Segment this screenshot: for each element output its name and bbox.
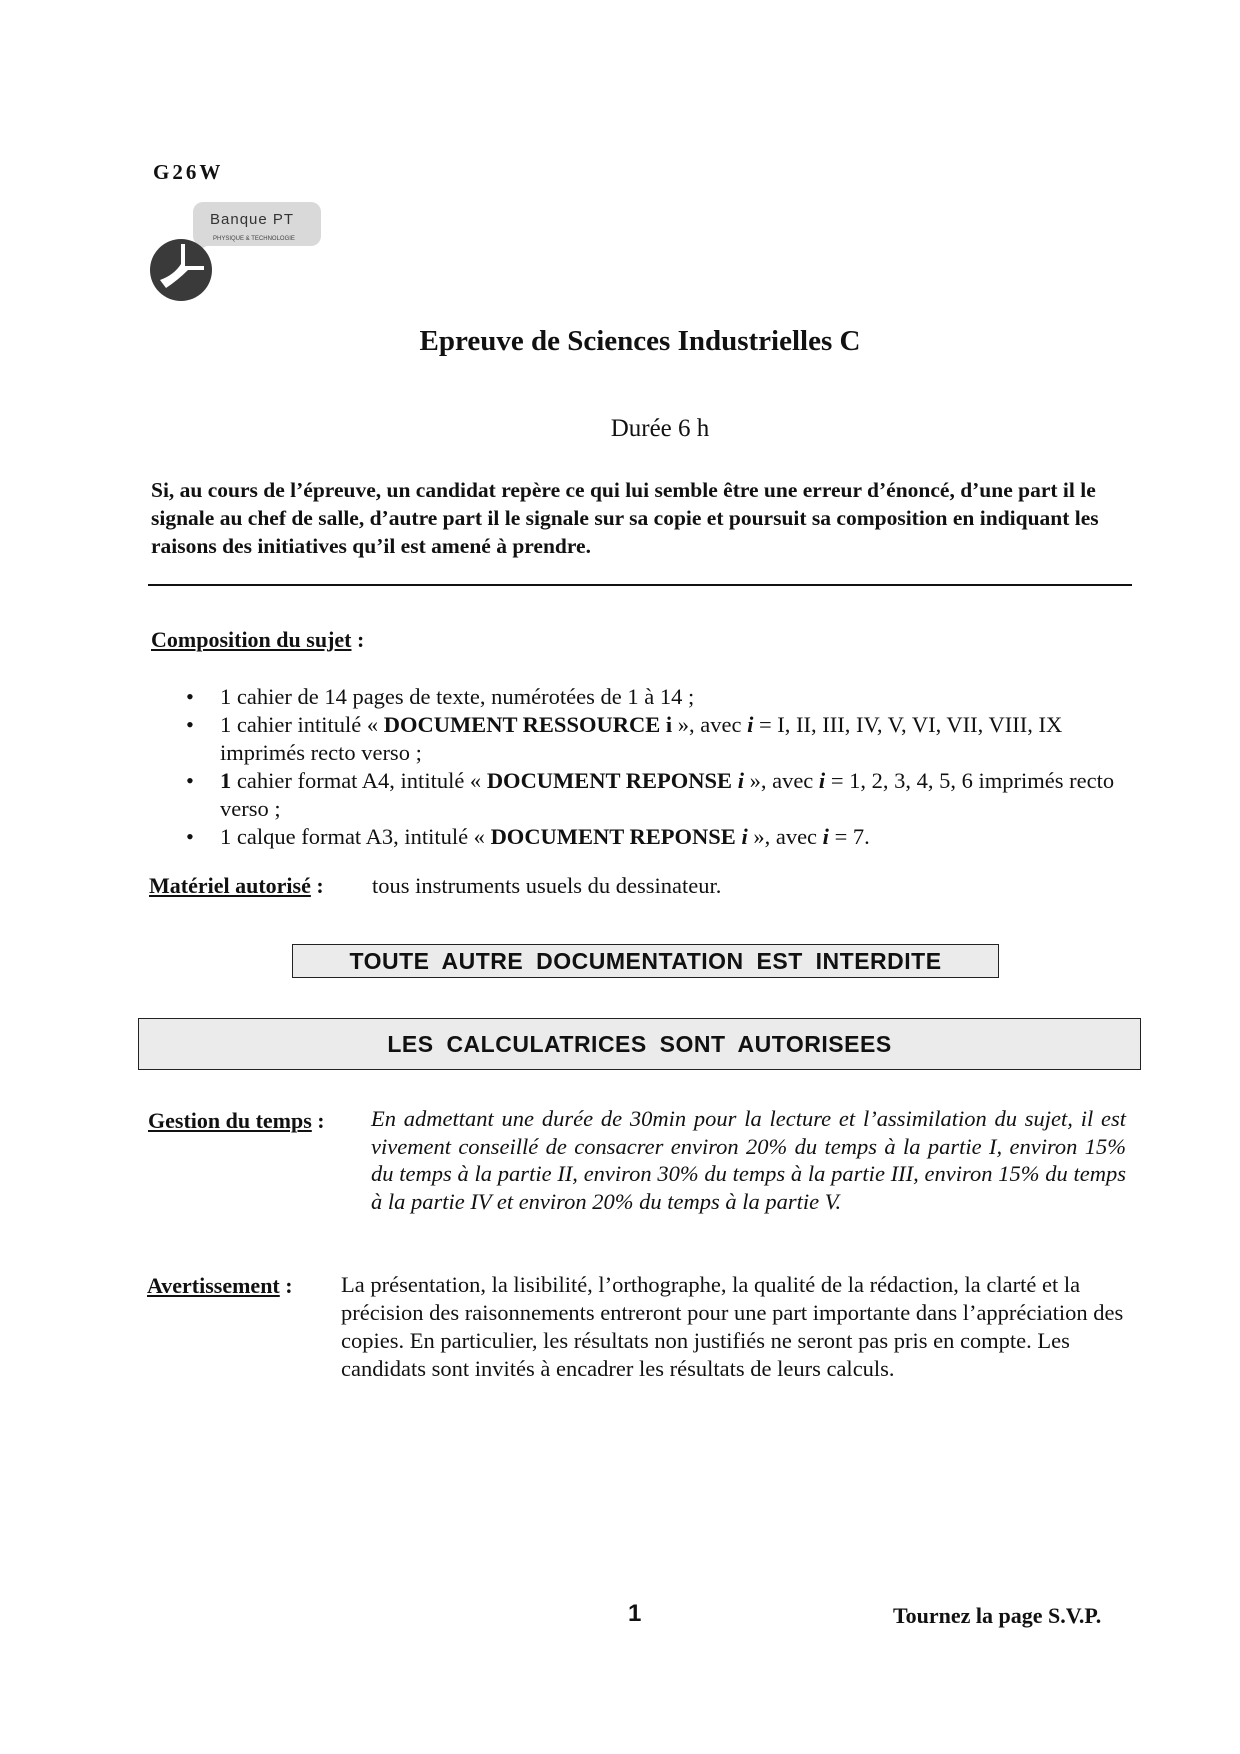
- banque-pt-logo: [148, 200, 323, 305]
- item-text: cahier de 14 pages de texte, numérotées de 1 à 14 ;: [231, 684, 695, 709]
- turn-page-note: Tournez la page S.V.P.: [893, 1603, 1102, 1628]
- gestion-heading: [148, 1108, 325, 1134]
- item-strong-italic: i: [737, 768, 744, 793]
- list-item: [186, 683, 1136, 711]
- item-var: i: [822, 824, 829, 849]
- calculatrices-notice-box: [138, 1018, 1141, 1070]
- gestion-label: Gestion du temps: [148, 1108, 312, 1133]
- documentation-notice: TOUTE AUTRE DOCUMENTATION EST INTERDITE: [349, 948, 942, 974]
- calculatrices-notice: LES CALCULATRICES SONT AUTORISEES: [387, 1031, 892, 1057]
- exam-code: G26W: [153, 160, 224, 184]
- materiel-colon: :: [310, 873, 324, 898]
- item-tail: = 7.: [828, 824, 870, 849]
- list-item: [186, 711, 1136, 767]
- page-title: Epreuve de Sciences Industrielles C: [419, 325, 861, 357]
- avertissement-label: Avertissement: [147, 1273, 280, 1298]
- divider: [148, 584, 1132, 586]
- list-item: [186, 823, 1136, 851]
- item-var: i: [818, 768, 826, 793]
- item-strong: DOCUMENT REPONSE: [490, 824, 742, 849]
- logo-tagline: PHYSIQUE & TECHNOLOGIE: [213, 236, 295, 242]
- item-lead: 1: [220, 768, 232, 793]
- materiel-heading: [149, 873, 324, 899]
- gestion-text: En admettant une durée de 30min pour la lecture et l’assimilation du sujet, il est vivement conseillé de consacrer environ 20% du temps à la partie I, environ 15% du temps à la partie II, environ 30% du temps à la partie III, environ 15% du temps à la partie IV et environ 20% du temps à la partie V.: [371, 1106, 1126, 1214]
- item-strong: DOCUMENT REPONSE: [486, 768, 738, 793]
- item-pre: calque format A3, intitulé «: [231, 824, 491, 849]
- item-strong: DOCUMENT RESSOURCE i: [383, 712, 673, 737]
- avertissement-text: La présentation, la lisibilité, l’orthographe, la qualité de la rédaction, la clarté et la précision des raisonnements entreront pour une part importante dans l’appréciation des copies. En particulier, les résultats non justifiés ne seront pas pris en compte. Les candidats sont invités à encadrer les résultats de leurs calculs.: [341, 1272, 1124, 1381]
- item-tail: = 1, 2, 3, 4, 5, 6 imprimés recto verso ;: [220, 768, 1115, 821]
- item-post: », avec: [672, 712, 748, 737]
- item-tail: = I, II, III, IV, V, VI, VII, VIII, IX imprimés recto verso ;: [220, 712, 1063, 765]
- logo-graphic: [148, 200, 323, 305]
- item-lead: 1: [220, 712, 232, 737]
- item-strong-italic: i: [741, 824, 748, 849]
- item-post: », avec: [743, 768, 819, 793]
- item-lead: 1: [220, 824, 232, 849]
- exam-duration: Durée 6 h: [610, 415, 710, 442]
- bullet-icon: •: [186, 712, 194, 737]
- bullet-icon: •: [186, 768, 194, 793]
- item-pre: cahier intitulé «: [231, 712, 384, 737]
- materiel-label: Matériel autorisé: [149, 873, 311, 898]
- bullet-icon: •: [186, 824, 194, 849]
- materiel-value: tous instruments usuels du dessinateur.: [372, 873, 722, 898]
- intro-paragraph: Si, au cours de l’épreuve, un candidat repère ce qui lui semble être une erreur d’énoncé, d’une part il le signale au chef de salle, d’autre part il le signale sur sa copie et poursuit sa composition en indiquant les raisons des initiatives qu’il est amené à prendre.: [151, 478, 1099, 558]
- composition-label: Composition du sujet: [151, 627, 352, 652]
- avertissement-colon: :: [279, 1273, 293, 1298]
- list-item: [186, 767, 1136, 823]
- composition-heading: [151, 627, 364, 653]
- composition-list: [186, 683, 1136, 851]
- page-number: 1: [628, 1600, 642, 1627]
- logo-wordmark: Banque PT: [210, 211, 295, 228]
- item-var: i: [747, 712, 754, 737]
- documentation-notice-box: [292, 944, 999, 978]
- bullet-icon: •: [186, 684, 194, 709]
- item-lead: 1: [220, 684, 232, 709]
- gestion-colon: :: [311, 1108, 325, 1133]
- item-pre: cahier format A4, intitulé «: [231, 768, 487, 793]
- composition-colon: :: [351, 627, 365, 652]
- avertissement-heading: [147, 1273, 293, 1299]
- item-post: », avec: [747, 824, 823, 849]
